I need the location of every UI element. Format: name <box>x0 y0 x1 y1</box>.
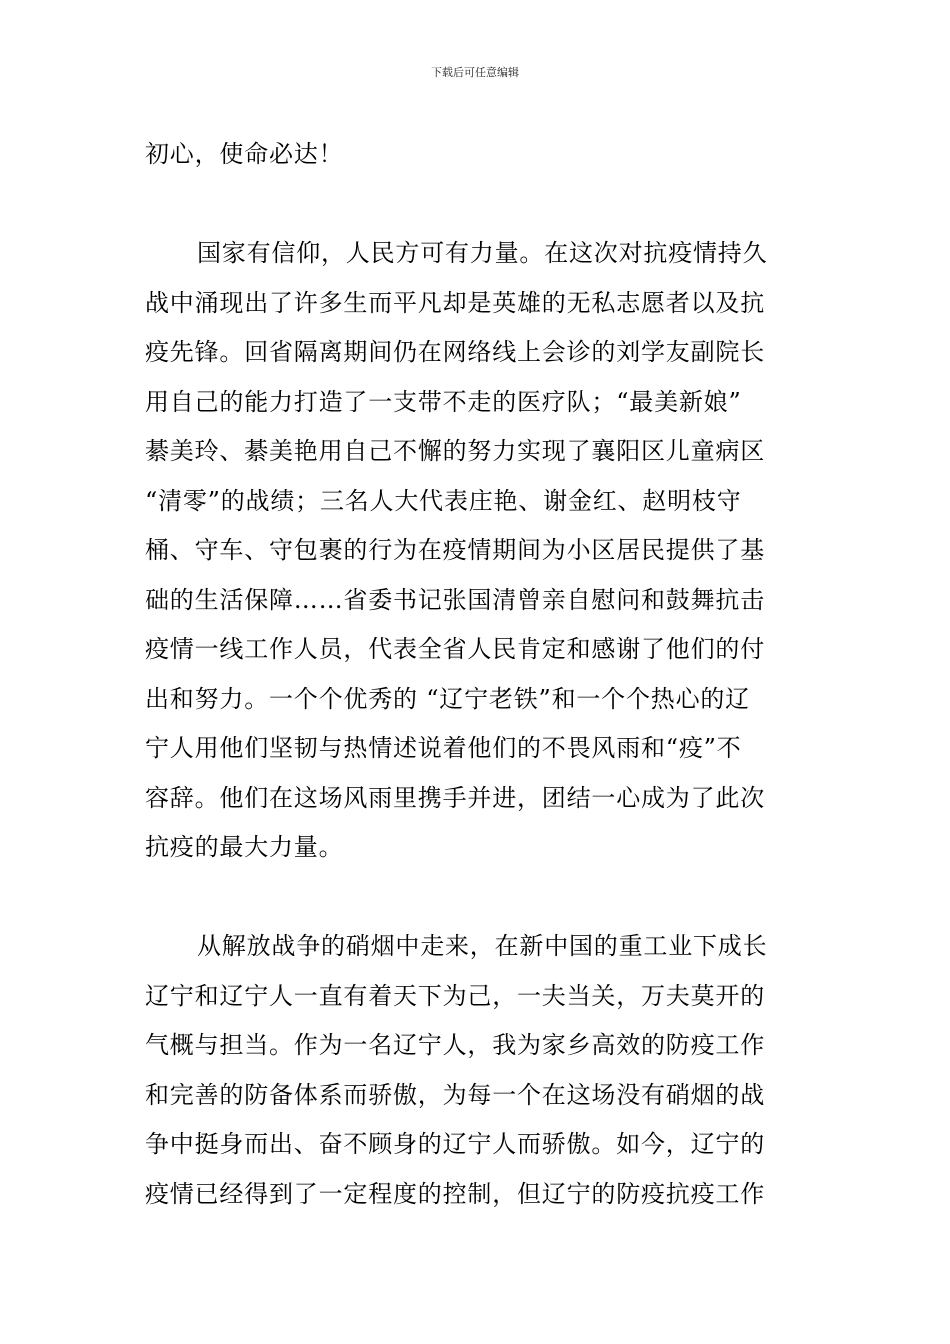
paragraph-line: 出和努力。一个个优秀的 “辽宁老铁”和一个个热心的辽 <box>145 684 750 713</box>
paragraph-line: 疫情一线工作人员，代表全省人民肯定和感谢了他们的付 <box>145 635 765 663</box>
paragraph-line: 疫先锋。回省隔离期间仍在网络线上会诊的刘学友副院长 <box>145 338 765 366</box>
page-header-note: 下载后可任意编辑 <box>431 66 519 79</box>
opening-line: 初心，使命必达！ <box>145 140 344 168</box>
paragraph-line: 宁人用他们坚韧与热情述说着他们的不畏风雨和“疫”不 <box>145 734 742 762</box>
paragraph-2 <box>145 922 807 1219</box>
paragraph-line: “清零”的战绩；三名人大代表庄艳、谢金红、赵明枝守 <box>145 486 742 515</box>
paragraph-line: 和完善的防备体系而骄傲，为每一个在这场没有硝烟的战 <box>145 1080 765 1109</box>
paragraph-line: 抗疫的最大力量。 <box>145 833 344 861</box>
paragraph-line: 础的生活保障……省委书记张国清曾亲自慰问和鼓舞抗击 <box>145 585 765 614</box>
document-body <box>145 130 807 1219</box>
paragraph-line: 辽宁和辽宁人一直有着天下为己，一夫当关，万夫莫开的 <box>145 981 765 1010</box>
paragraph-gap <box>145 180 807 230</box>
paragraph-line: 疫情已经得到了一定程度的控制，但辽宁的防疫抗疫工作 <box>145 1179 765 1208</box>
paragraph-gap <box>145 873 807 923</box>
paragraph-line: 桶、守车、守包裹的行为在疫情期间为小区居民提供了基 <box>145 536 765 564</box>
paragraph-line: 战中涌现出了许多生而平凡却是英雄的无私志愿者以及抗 <box>145 288 765 317</box>
paragraph-line: 争中挺身而出、奋不顾身的辽宁人而骄傲。如今，辽宁的 <box>145 1130 765 1158</box>
paragraph-1 <box>145 229 807 873</box>
paragraph-line: 用自己的能力打造了一支带不走的医疗队；“最美新娘” <box>145 387 742 416</box>
paragraph-line: 从解放战争的硝烟中走来，在新中国的重工业下成长 <box>197 932 768 960</box>
paragraph-line: 国家有信仰，人民方可有力量。在这次对抗疫情持久 <box>197 239 768 267</box>
paragraph-line: 气概与担当。作为一名辽宁人，我为家乡高效的防疫工作 <box>145 1031 765 1059</box>
paragraph-line: 綦美玲、綦美艳用自己不懈的努力实现了襄阳区儿童病区 <box>145 437 765 465</box>
paragraph-line: 容辞。他们在这场风雨里携手并进，团结一心成为了此次 <box>145 783 765 812</box>
